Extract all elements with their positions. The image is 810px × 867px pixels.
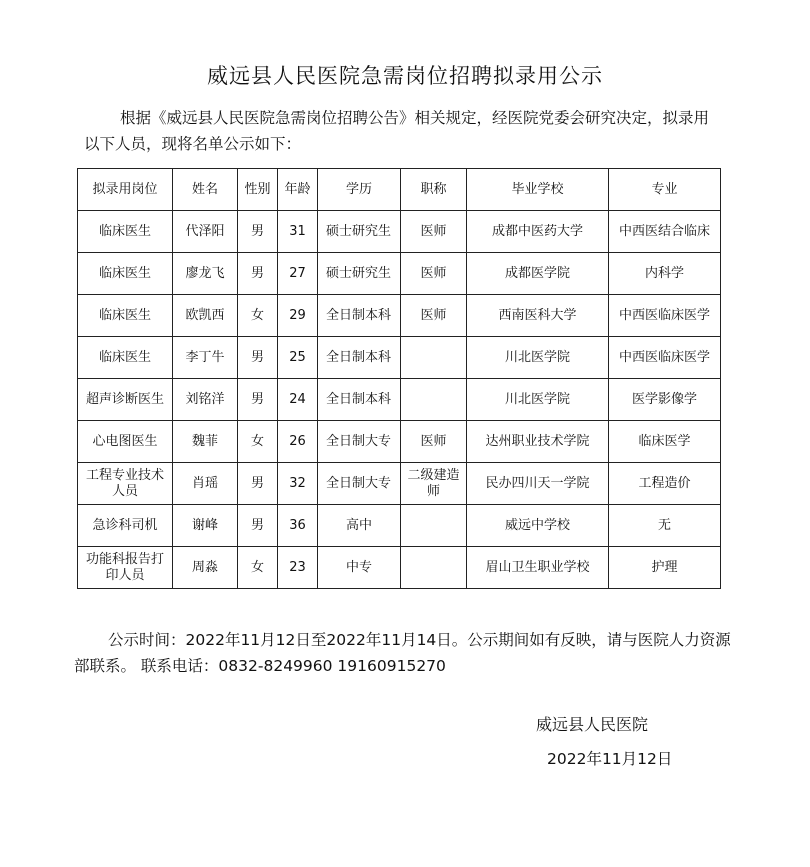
cell-age: 32 bbox=[278, 463, 318, 505]
cell-education: 全日制大专 bbox=[318, 421, 401, 463]
notice-text: 公示时间：2022年11月12日至2022年11月14日。公示期间如有反映，请与医院人力资源部联系。 联系电话：0832-8249960 19160915270 bbox=[74, 631, 731, 675]
cell-major: 护理 bbox=[609, 547, 721, 589]
header-major: 专业 bbox=[609, 169, 721, 211]
cell-name: 刘铭洋 bbox=[173, 379, 238, 421]
cell-age: 27 bbox=[278, 253, 318, 295]
cell-major: 工程造价 bbox=[609, 463, 721, 505]
cell-title bbox=[401, 337, 467, 379]
cell-age: 29 bbox=[278, 295, 318, 337]
header-gender: 性别 bbox=[238, 169, 278, 211]
cell-name: 廖龙飞 bbox=[173, 253, 238, 295]
cell-gender: 男 bbox=[238, 463, 278, 505]
hiring-table bbox=[77, 168, 721, 589]
cell-gender: 女 bbox=[238, 421, 278, 463]
cell-position: 临床医生 bbox=[78, 337, 173, 379]
cell-gender: 女 bbox=[238, 547, 278, 589]
cell-school: 眉山卫生职业学校 bbox=[467, 547, 609, 589]
intro-paragraph bbox=[84, 105, 724, 157]
cell-title bbox=[401, 505, 467, 547]
cell-major: 中西医临床医学 bbox=[609, 337, 721, 379]
header-name: 姓名 bbox=[173, 169, 238, 211]
cell-school: 成都中医药大学 bbox=[467, 211, 609, 253]
cell-gender: 男 bbox=[238, 337, 278, 379]
cell-title bbox=[401, 547, 467, 589]
cell-gender: 男 bbox=[238, 253, 278, 295]
cell-age: 23 bbox=[278, 547, 318, 589]
table-row bbox=[78, 505, 721, 547]
cell-age: 24 bbox=[278, 379, 318, 421]
cell-name: 周淼 bbox=[173, 547, 238, 589]
cell-major: 中西医临床医学 bbox=[609, 295, 721, 337]
cell-education: 全日制大专 bbox=[318, 463, 401, 505]
cell-education: 全日制本科 bbox=[318, 295, 401, 337]
cell-title: 医师 bbox=[401, 253, 467, 295]
cell-title: 医师 bbox=[401, 211, 467, 253]
header-age: 年龄 bbox=[278, 169, 318, 211]
header-school: 毕业学校 bbox=[467, 169, 609, 211]
cell-title bbox=[401, 379, 467, 421]
table-header-row bbox=[78, 169, 721, 211]
header-position: 拟录用岗位 bbox=[78, 169, 173, 211]
header-title: 职称 bbox=[401, 169, 467, 211]
header-education: 学历 bbox=[318, 169, 401, 211]
cell-school: 西南医科大学 bbox=[467, 295, 609, 337]
cell-gender: 男 bbox=[238, 505, 278, 547]
cell-education: 中专 bbox=[318, 547, 401, 589]
table-row bbox=[78, 337, 721, 379]
cell-gender: 男 bbox=[238, 211, 278, 253]
cell-age: 26 bbox=[278, 421, 318, 463]
table-row bbox=[78, 547, 721, 589]
cell-school: 民办四川天一学院 bbox=[467, 463, 609, 505]
table-row bbox=[78, 379, 721, 421]
cell-name: 李丁牛 bbox=[173, 337, 238, 379]
cell-major: 临床医学 bbox=[609, 421, 721, 463]
cell-name: 魏菲 bbox=[173, 421, 238, 463]
cell-name: 谢峰 bbox=[173, 505, 238, 547]
intro-text: 根据《威远县人民医院急需岗位招聘公告》相关规定，经医院党委会研究决定，拟录用以下人员，现将名单公示如下： bbox=[84, 109, 710, 153]
cell-major: 无 bbox=[609, 505, 721, 547]
cell-education: 全日制本科 bbox=[318, 337, 401, 379]
table-row bbox=[78, 253, 721, 295]
cell-position: 临床医生 bbox=[78, 253, 173, 295]
cell-education: 高中 bbox=[318, 505, 401, 547]
signature-organization: 威远县人民医院 bbox=[536, 715, 649, 734]
cell-school: 威远中学校 bbox=[467, 505, 609, 547]
cell-position: 临床医生 bbox=[78, 295, 173, 337]
cell-position: 工程专业技术人员 bbox=[78, 463, 173, 505]
table-row bbox=[78, 295, 721, 337]
cell-title: 二级建造师 bbox=[401, 463, 467, 505]
cell-gender: 男 bbox=[238, 379, 278, 421]
cell-school: 成都医学院 bbox=[467, 253, 609, 295]
cell-position: 超声诊断医生 bbox=[78, 379, 173, 421]
cell-gender: 女 bbox=[238, 295, 278, 337]
cell-position: 功能科报告打印人员 bbox=[78, 547, 173, 589]
cell-school: 川北医学院 bbox=[467, 337, 609, 379]
cell-education: 硕士研究生 bbox=[318, 253, 401, 295]
table-row bbox=[78, 211, 721, 253]
cell-school: 川北医学院 bbox=[467, 379, 609, 421]
cell-name: 代泽阳 bbox=[173, 211, 238, 253]
cell-age: 31 bbox=[278, 211, 318, 253]
cell-school: 达州职业技术学院 bbox=[467, 421, 609, 463]
table-row bbox=[78, 421, 721, 463]
cell-position: 临床医生 bbox=[78, 211, 173, 253]
cell-education: 全日制本科 bbox=[318, 379, 401, 421]
cell-position: 心电图医生 bbox=[78, 421, 173, 463]
cell-major: 内科学 bbox=[609, 253, 721, 295]
cell-age: 36 bbox=[278, 505, 318, 547]
signature-date: 2022年11月12日 bbox=[547, 750, 673, 768]
table-row bbox=[78, 463, 721, 505]
cell-education: 硕士研究生 bbox=[318, 211, 401, 253]
cell-title: 医师 bbox=[401, 421, 467, 463]
cell-major: 中西医结合临床 bbox=[609, 211, 721, 253]
cell-major: 医学影像学 bbox=[609, 379, 721, 421]
cell-age: 25 bbox=[278, 337, 318, 379]
notice-paragraph bbox=[74, 627, 734, 679]
cell-title: 医师 bbox=[401, 295, 467, 337]
cell-name: 肖瑶 bbox=[173, 463, 238, 505]
cell-name: 欧凯西 bbox=[173, 295, 238, 337]
cell-position: 急诊科司机 bbox=[78, 505, 173, 547]
document-title: 威远县人民医院急需岗位招聘拟录用公示 bbox=[207, 64, 603, 88]
